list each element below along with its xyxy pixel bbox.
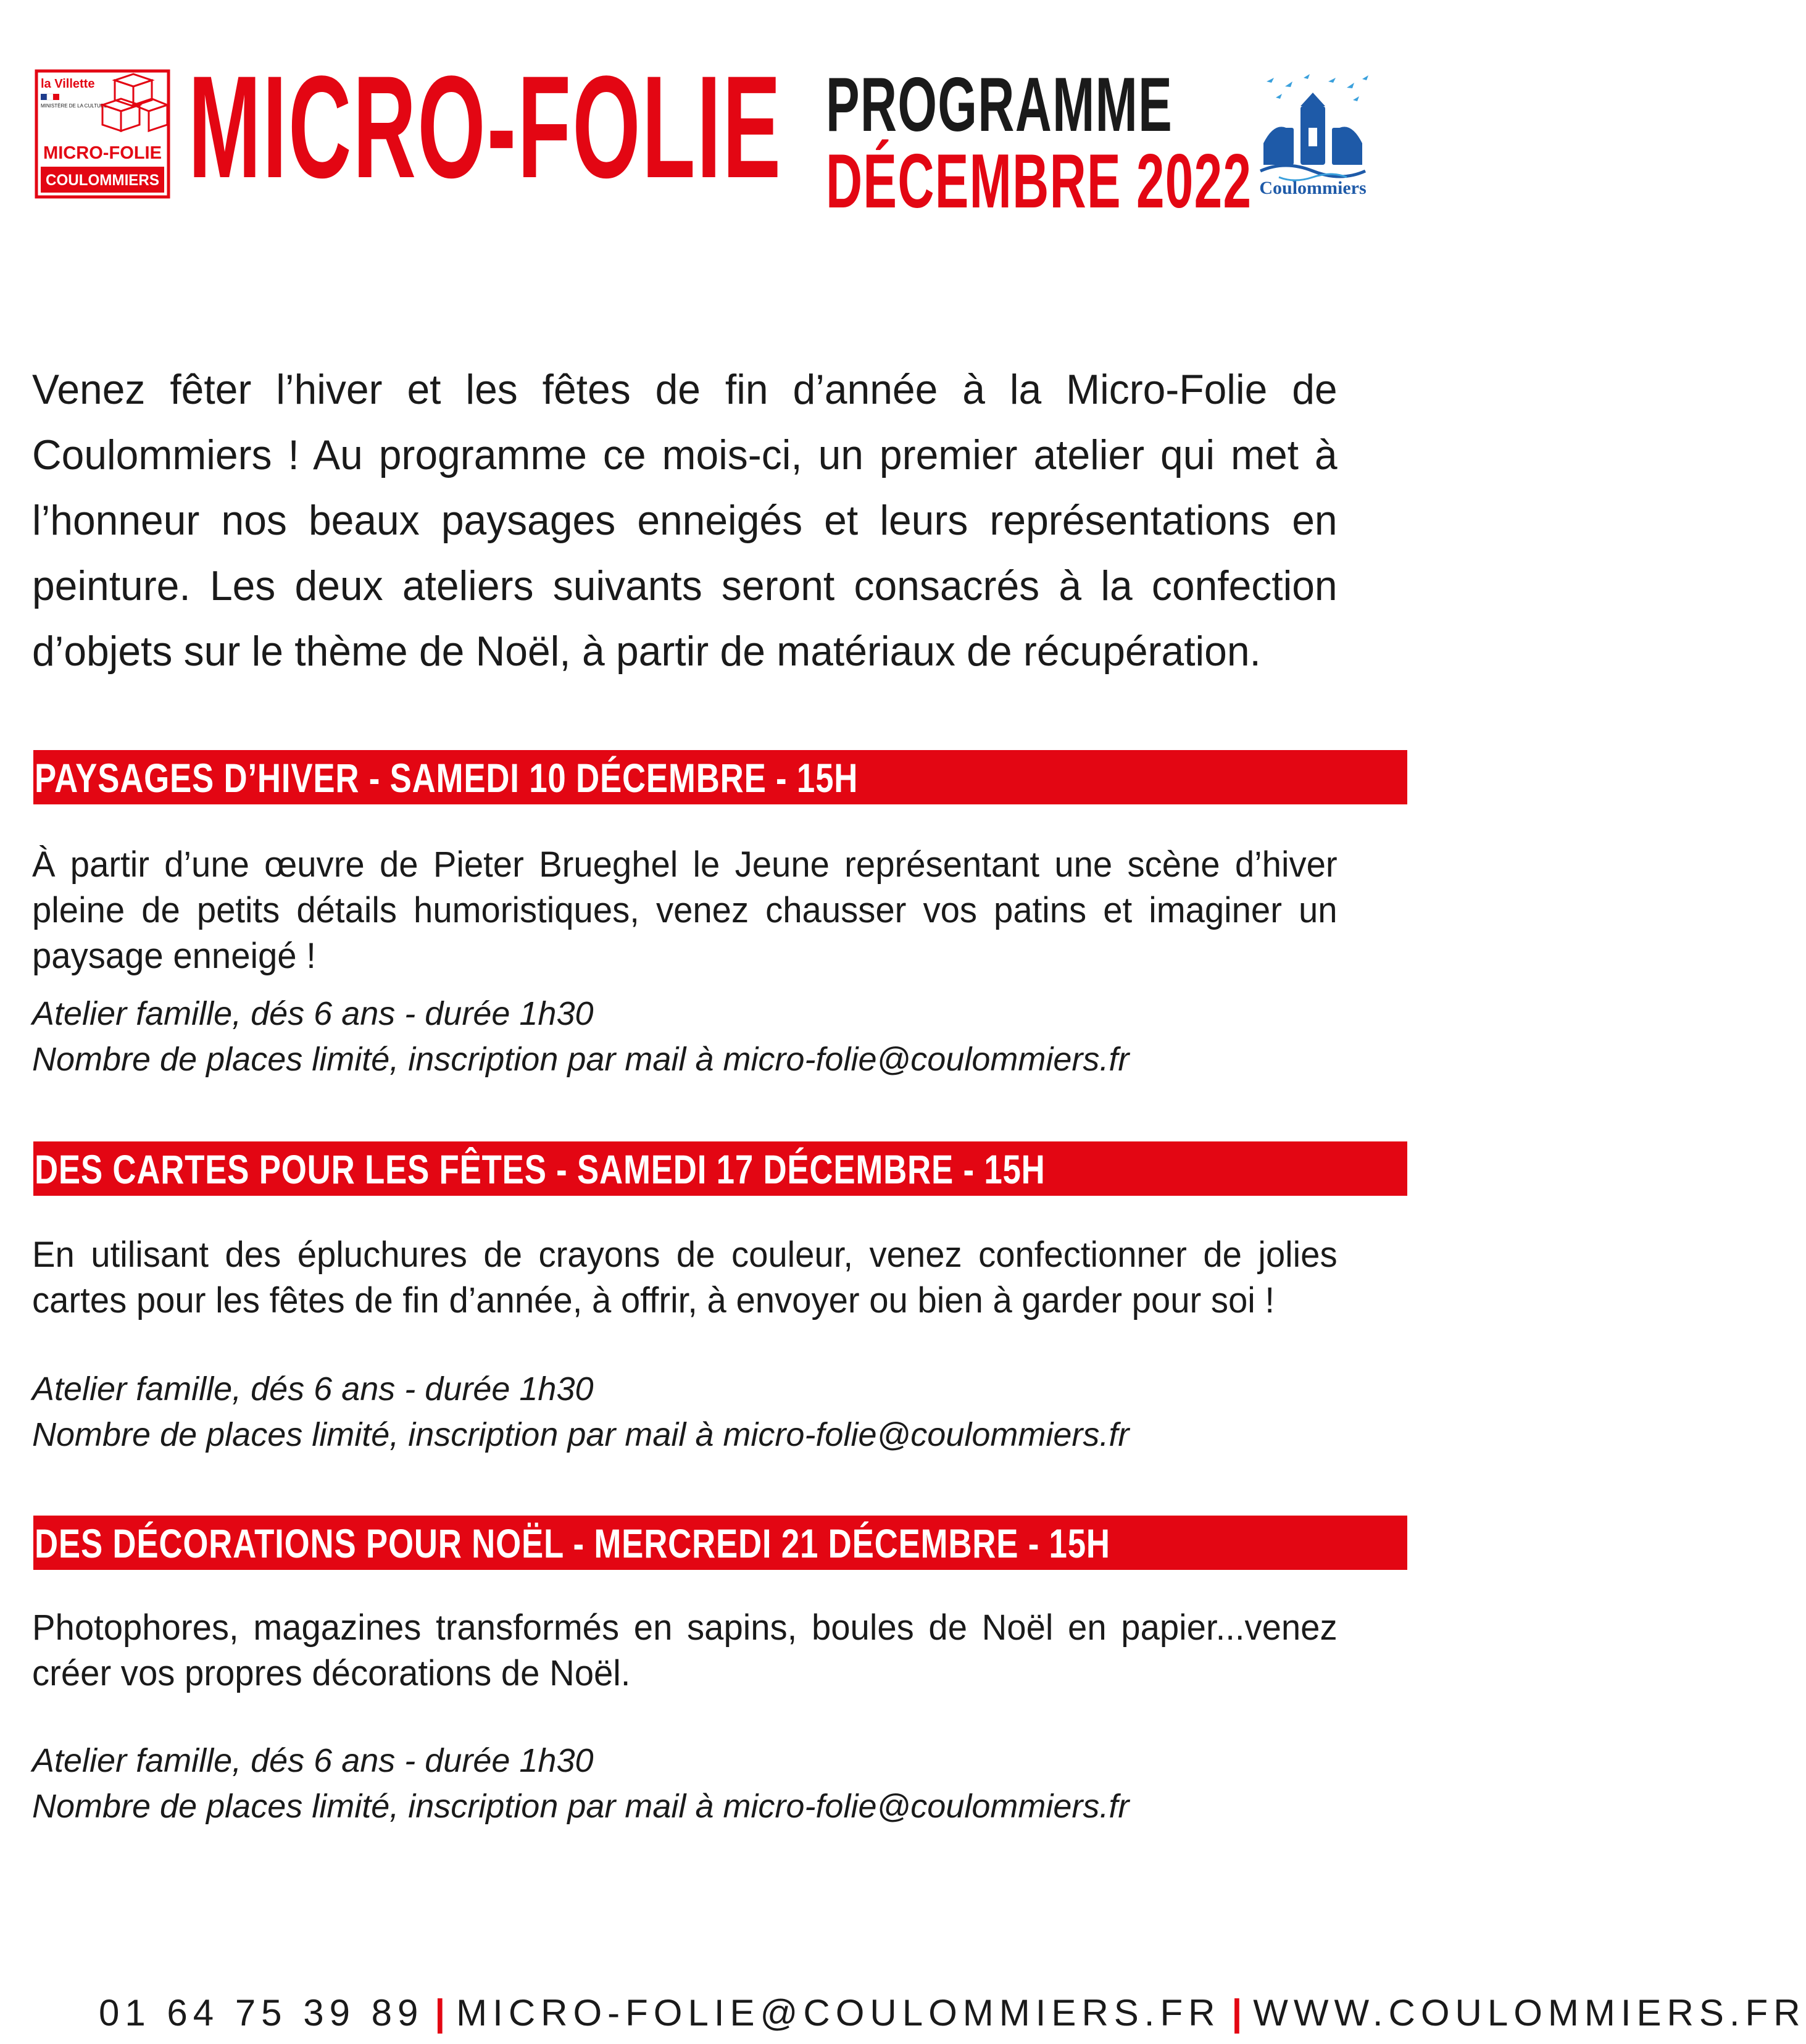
info-registration: Nombre de places limité, inscription par mail à micro-folie@coulommiers.fr [32, 1416, 1130, 1453]
logo-line-1: MICRO-FOLIE [43, 143, 162, 163]
footer-website[interactable]: WWW.COULOMMIERS.FR [1253, 1992, 1806, 2034]
section-heading: DES CARTES POUR LES FÊTES - SAMEDI 17 DÉCEMBRE - 15H [35, 1146, 1046, 1192]
coulommiers-logo [1242, 69, 1384, 199]
footer-contact [99, 1992, 1806, 2035]
city-name: Coulommiers [1259, 178, 1367, 198]
section-info [32, 1738, 1378, 1829]
section-description: Photophores, magazines transformés en sapins, boules de Noël en papier...venez créer vos propres décorations de Noël. [32, 1608, 1338, 1693]
footer-separator: | [1231, 1992, 1242, 2034]
info-registration: Nombre de places limité, inscription par mail à micro-folie@coulommiers.fr [32, 1788, 1130, 1825]
section-description: À partir d’une œuvre de Pieter Brueghel le Jeune représentant une scène d’hiver pleine de petits détails humoristiques, venez chausser vos patins et imaginer un paysage enneigé ! [32, 845, 1338, 976]
info-registration: Nombre de places limité, inscription par mail à micro-folie@coulommiers.fr [32, 1041, 1130, 1078]
section-banner [33, 1141, 1407, 1196]
info-age-duration: Atelier famille, dés 6 ans - durée 1h30 [32, 1370, 594, 1408]
section-info [32, 1366, 1378, 1458]
section-banner [33, 1516, 1407, 1570]
info-age-duration: Atelier famille, dés 6 ans - durée 1h30 [32, 1742, 594, 1779]
la-villette-mark: la Villette [41, 77, 95, 91]
month-label: DÉCEMBRE 2022 [826, 139, 1252, 224]
footer-email[interactable]: MICRO-FOLIE@COULOMMIERS.FR [456, 1992, 1221, 2034]
section-heading: DES DÉCORATIONS POUR NOËL - MERCREDI 21 DÉCEMBRE - 15H [35, 1520, 1110, 1566]
ministry-label: MINISTÈRE DE LA CULTURE [41, 103, 107, 109]
logo-line-2: COULOMMIERS [46, 172, 159, 189]
programme-label: PROGRAMME [826, 62, 1173, 148]
section-info [32, 991, 1378, 1082]
footer-phone: 01 64 75 39 89 [99, 1992, 424, 2034]
intro-paragraph: Venez fêter l’hiver et les fêtes de fin d’année à la Micro-Folie de Coulommiers ! Au programme ce mois-ci, un premier atelier qui met à l’honneur nos beaux paysages enneigés et leurs représentations en peinture. Les deux ateliers suivants seront consacrés à la confection d’objets sur le thème de Noël, à partir de matériaux de récupération. [32, 366, 1338, 675]
page-title: MICRO-FOLIE [188, 46, 783, 209]
micro-folie-logo [35, 69, 170, 199]
section-banner [33, 750, 1407, 804]
footer-separator: | [435, 1992, 446, 2034]
section-description: En utilisant des épluchures de crayons de couleur, venez confectionner de jolies cartes pour les fêtes de fin d’année, à offrir, à envoyer ou bien à garder pour soi ! [32, 1235, 1338, 1320]
section-heading: PAYSAGES D’HIVER - SAMEDI 10 DÉCEMBRE - 15H [35, 755, 859, 801]
info-age-duration: Atelier famille, dés 6 ans - durée 1h30 [32, 995, 594, 1032]
